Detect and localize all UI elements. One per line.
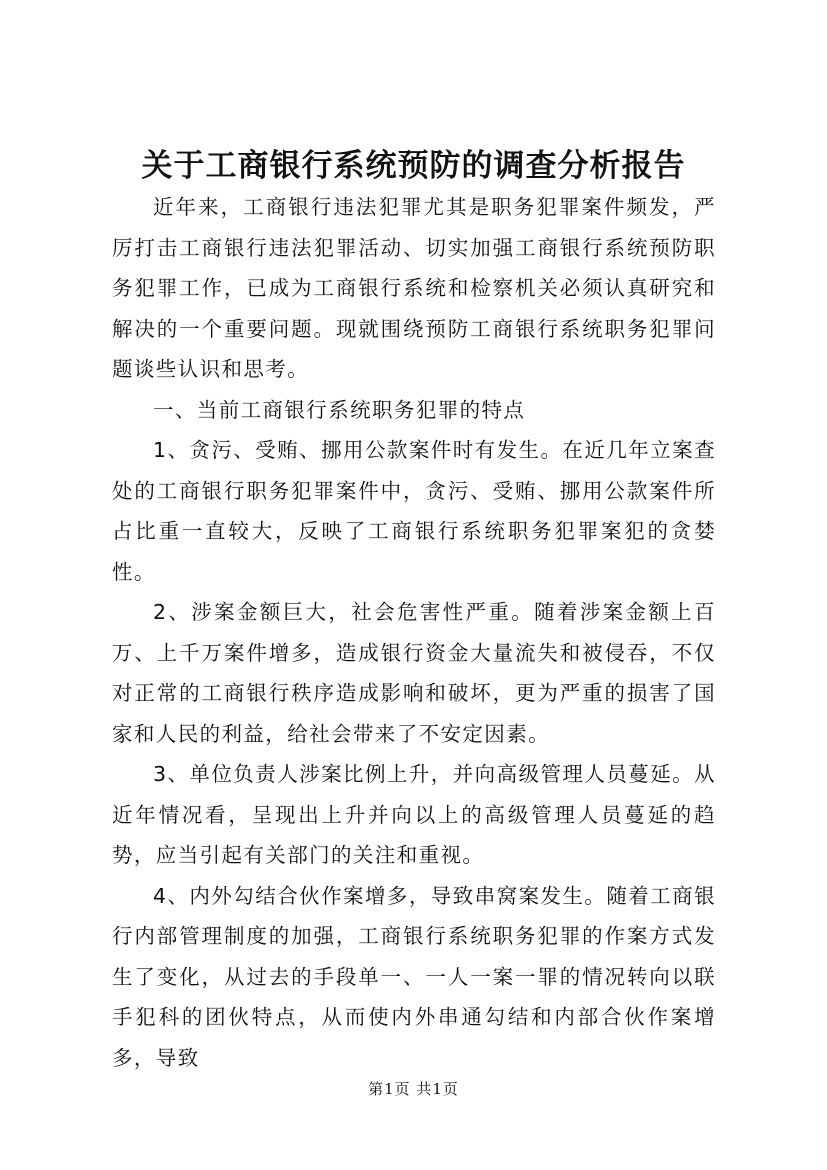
document-title: 关于工商银行系统预防的调查分析报告	[141, 148, 686, 184]
section-heading: 一、当前工商银行系统职务犯罪的特点	[153, 397, 526, 422]
paragraph-point-3: 3、单位负责人涉案比例上升，并向高级管理人员蔓延。从近年情况看，呈现出上升并向以上的高级管理人员蔓延的趋势，应当引起有关部门的关注和重视。	[112, 762, 716, 867]
document-body	[112, 187, 716, 1070]
page-footer: 第1页 共1页	[368, 1080, 459, 1098]
paragraph-point-2: 2、涉案金额巨大，社会危害性严重。随着涉案金额上百万、上千万案件增多，造成银行资金大量流失和被侵吞，不仅对正常的工商银行秩序造成影响和破坏，更为严重的损害了国家和人民的利益，给社会带来了不安定因素。	[112, 600, 716, 746]
paragraph-point-1: 1、贪污、受贿、挪用公款案件时有发生。在近几年立案查处的工商银行职务犯罪案件中，贪污、受贿、挪用公款案件所占比重一直较大，反映了工商银行系统职务犯罪案犯的贪婪性。	[112, 438, 716, 584]
paragraph-intro: 近年来，工商银行违法犯罪尤其是职务犯罪案件频发，严厉打击工商银行违法犯罪活动、切实加强工商银行系统预防职务犯罪工作，已成为工商银行系统和检察机关必须认真研究和解决的一个重要问题。现就围绕预防工商银行系统职务犯罪问题谈些认识和思考。	[112, 195, 716, 381]
paragraph-point-4: 4、内外勾结合伙作案增多，导致串窝案发生。随着工商银行内部管理制度的加强，工商银行系统职务犯罪的作案方式发生了变化，从过去的手段单一、一人一案一罪的情况转向以联手犯科的团伙特点，从而使内外串通勾结和内部合伙作案增多，导致	[112, 883, 716, 1070]
